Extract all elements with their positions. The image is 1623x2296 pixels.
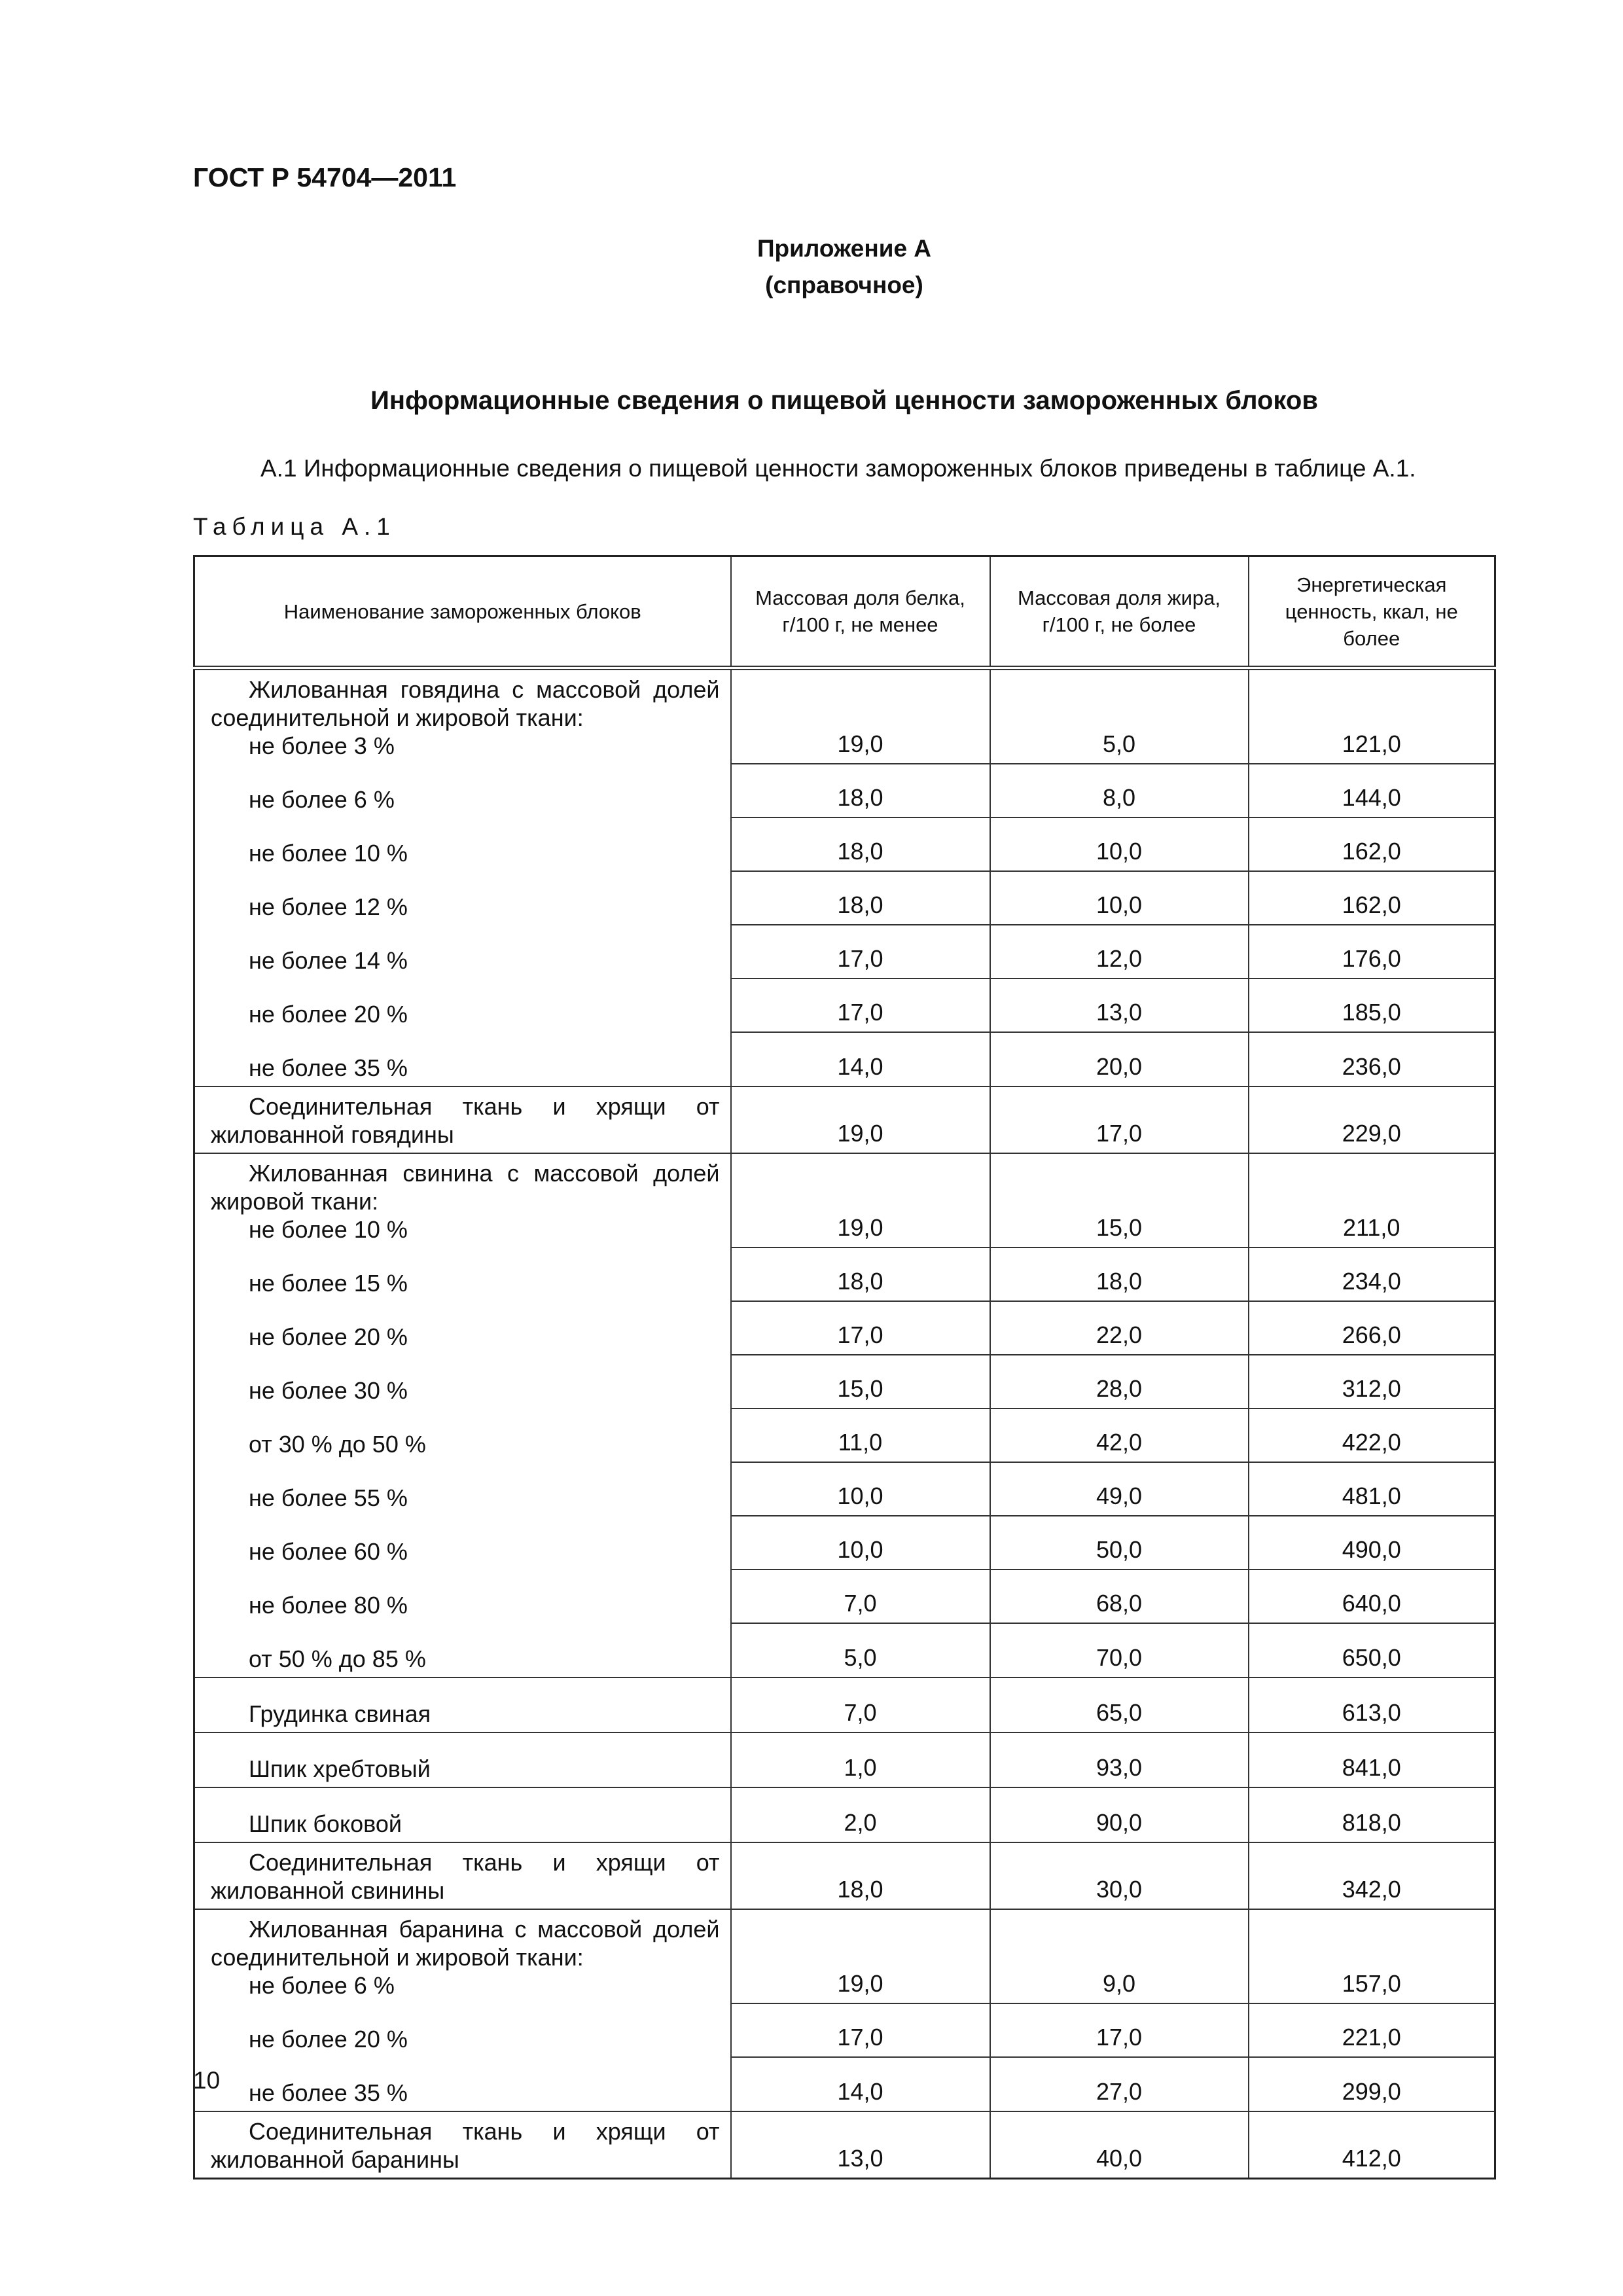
cell-protein: 5,0 <box>731 1623 990 1677</box>
cell-name <box>194 1570 731 1623</box>
cell-energy: 481,0 <box>1249 1462 1495 1516</box>
row-label: не более 6 % <box>249 1972 395 1999</box>
cell-name <box>194 1301 731 1355</box>
cell-protein: 17,0 <box>731 1301 990 1355</box>
header-fat: Массовая доля жира, г/100 г, не более <box>990 556 1249 668</box>
row-label: Грудинка свиная <box>249 1700 431 1727</box>
table-row <box>194 1032 1495 1086</box>
row-label: не более 35 % <box>249 1054 408 1081</box>
page-number: 10 <box>193 2067 221 2094</box>
cell-name <box>194 871 731 925</box>
cell-fat: 10,0 <box>990 817 1249 871</box>
cell-fat: 10,0 <box>990 871 1249 925</box>
cell-energy: 613,0 <box>1249 1677 1495 1732</box>
row-label: не более 35 % <box>249 2079 408 2106</box>
table-row <box>194 1570 1495 1623</box>
cell-fat: 9,0 <box>990 1909 1249 2003</box>
cell-name <box>194 817 731 871</box>
row-label: не более 55 % <box>249 1484 408 1511</box>
table-row <box>194 1842 1495 1909</box>
row-label: Соединительная ткань и хрящи от жилованной свинины <box>211 1849 720 1904</box>
cell-protein: 18,0 <box>731 817 990 871</box>
cell-energy: 157,0 <box>1249 1909 1495 2003</box>
group-label: Жилованная свинина с массовой долей жировой ткани: <box>211 1160 720 1215</box>
cell-energy: 162,0 <box>1249 817 1495 871</box>
cell-energy: 818,0 <box>1249 1787 1495 1842</box>
cell-energy: 221,0 <box>1249 2003 1495 2057</box>
cell-protein: 19,0 <box>731 1909 990 2003</box>
table-row <box>194 1787 1495 1842</box>
cell-protein: 18,0 <box>731 1247 990 1301</box>
cell-name <box>194 1732 731 1787</box>
table-row <box>194 1623 1495 1677</box>
cell-name <box>194 2057 731 2111</box>
cell-energy: 236,0 <box>1249 1032 1495 1086</box>
cell-protein: 19,0 <box>731 1153 990 1247</box>
cell-energy: 299,0 <box>1249 2057 1495 2111</box>
section-title: Информационные сведения о пищевой ценности замороженных блоков <box>370 386 1318 415</box>
row-label: от 30 % до 50 % <box>249 1431 426 1458</box>
cell-name <box>194 1623 731 1677</box>
header-name: Наименование замороженных блоков <box>194 556 731 668</box>
header-protein: Массовая доля белка, г/100 г, не менее <box>731 556 990 668</box>
cell-fat: 40,0 <box>990 2111 1249 2179</box>
cell-fat: 49,0 <box>990 1462 1249 1516</box>
cell-name <box>194 1355 731 1408</box>
table-row <box>194 2057 1495 2111</box>
table-row <box>194 2003 1495 2057</box>
row-label: не более 80 % <box>249 1592 408 1619</box>
table-row <box>194 764 1495 817</box>
row-label: Шпик хребтовый <box>249 1755 431 1782</box>
cell-protein: 14,0 <box>731 1032 990 1086</box>
row-label: не более 10 % <box>249 1216 408 1243</box>
cell-energy: 229,0 <box>1249 1086 1495 1153</box>
cell-protein: 17,0 <box>731 2003 990 2057</box>
cell-energy: 312,0 <box>1249 1355 1495 1408</box>
cell-protein: 13,0 <box>731 2111 990 2179</box>
cell-fat: 50,0 <box>990 1516 1249 1570</box>
cell-protein: 19,0 <box>731 668 990 764</box>
row-label: не более 20 % <box>249 1323 408 1350</box>
table-row <box>194 925 1495 978</box>
cell-name <box>194 668 731 764</box>
cell-fat: 68,0 <box>990 1570 1249 1623</box>
row-label: Соединительная ткань и хрящи от жилованной говядины <box>211 1093 720 1148</box>
document-code: ГОСТ Р 54704—2011 <box>193 162 457 192</box>
row-label: не более 6 % <box>249 786 395 813</box>
cell-protein: 18,0 <box>731 871 990 925</box>
cell-protein: 10,0 <box>731 1516 990 1570</box>
cell-name <box>194 1462 731 1516</box>
cell-fat: 27,0 <box>990 2057 1249 2111</box>
cell-energy: 342,0 <box>1249 1842 1495 1909</box>
table-row <box>194 1909 1495 2003</box>
row-label: Соединительная ткань и хрящи от жилованной баранины <box>211 2118 720 2173</box>
cell-name <box>194 2003 731 2057</box>
cell-energy: 162,0 <box>1249 871 1495 925</box>
cell-protein: 18,0 <box>731 1842 990 1909</box>
cell-name <box>194 2111 731 2179</box>
cell-fat: 12,0 <box>990 925 1249 978</box>
cell-protein: 17,0 <box>731 925 990 978</box>
cell-name <box>194 1842 731 1909</box>
table-row <box>194 2111 1495 2179</box>
cell-fat: 17,0 <box>990 1086 1249 1153</box>
cell-energy: 211,0 <box>1249 1153 1495 1247</box>
table-row <box>194 1516 1495 1570</box>
cell-name <box>194 764 731 817</box>
cell-fat: 17,0 <box>990 2003 1249 2057</box>
row-label: Шпик боковой <box>249 1810 402 1837</box>
cell-energy: 412,0 <box>1249 2111 1495 2179</box>
table-row <box>194 1677 1495 1732</box>
cell-fat: 93,0 <box>990 1732 1249 1787</box>
row-label: не более 3 % <box>249 732 395 759</box>
row-label: не более 14 % <box>249 947 408 974</box>
cell-name <box>194 1787 731 1842</box>
cell-energy: 841,0 <box>1249 1732 1495 1787</box>
cell-name <box>194 925 731 978</box>
intro-paragraph: А.1 Информационные сведения о пищевой ценности замороженных блоков приведены в таблице А.1. <box>260 455 1416 482</box>
table-row <box>194 1247 1495 1301</box>
cell-protein: 10,0 <box>731 1462 990 1516</box>
cell-fat: 65,0 <box>990 1677 1249 1732</box>
annex-label: Приложение А <box>757 235 932 262</box>
cell-fat: 70,0 <box>990 1623 1249 1677</box>
table-row <box>194 978 1495 1032</box>
cell-protein: 17,0 <box>731 978 990 1032</box>
cell-fat: 13,0 <box>990 978 1249 1032</box>
row-label: не более 12 % <box>249 893 408 920</box>
cell-fat: 18,0 <box>990 1247 1249 1301</box>
row-label: от 50 % до 85 % <box>249 1645 426 1672</box>
cell-energy: 121,0 <box>1249 668 1495 764</box>
cell-protein: 18,0 <box>731 764 990 817</box>
cell-protein: 15,0 <box>731 1355 990 1408</box>
group-label: Жилованная баранина с массовой долей соединительной и жировой ткани: <box>211 1916 720 1971</box>
group-label: Жилованная говядина с массовой долей соединительной и жировой ткани: <box>211 676 720 731</box>
table-row <box>194 1408 1495 1462</box>
cell-energy: 144,0 <box>1249 764 1495 817</box>
annex-heading <box>720 230 969 304</box>
cell-fat: 30,0 <box>990 1842 1249 1909</box>
cell-fat: 42,0 <box>990 1408 1249 1462</box>
cell-energy: 490,0 <box>1249 1516 1495 1570</box>
row-label: не более 20 % <box>249 1001 408 1028</box>
table-caption: Таблица А.1 <box>193 513 396 540</box>
cell-name <box>194 1247 731 1301</box>
table-row <box>194 1355 1495 1408</box>
row-label: не более 15 % <box>249 1270 408 1297</box>
row-label: не более 60 % <box>249 1538 408 1565</box>
row-label: не более 20 % <box>249 2026 408 2053</box>
cell-name <box>194 1408 731 1462</box>
cell-energy: 640,0 <box>1249 1570 1495 1623</box>
annex-type: (справочное) <box>765 272 923 298</box>
row-label: не более 10 % <box>249 840 408 867</box>
table-row <box>194 1301 1495 1355</box>
cell-energy: 176,0 <box>1249 925 1495 978</box>
cell-fat: 15,0 <box>990 1153 1249 1247</box>
row-label: не более 30 % <box>249 1377 408 1404</box>
table-body <box>194 668 1495 2179</box>
cell-protein: 7,0 <box>731 1677 990 1732</box>
cell-protein: 11,0 <box>731 1408 990 1462</box>
cell-name <box>194 1909 731 2003</box>
cell-protein: 14,0 <box>731 2057 990 2111</box>
cell-fat: 22,0 <box>990 1301 1249 1355</box>
cell-energy: 266,0 <box>1249 1301 1495 1355</box>
table-row <box>194 668 1495 764</box>
cell-energy: 185,0 <box>1249 978 1495 1032</box>
cell-fat: 5,0 <box>990 668 1249 764</box>
cell-name <box>194 978 731 1032</box>
table-header-row <box>194 556 1495 668</box>
table-row <box>194 817 1495 871</box>
cell-fat: 28,0 <box>990 1355 1249 1408</box>
nutrition-table <box>193 555 1496 2179</box>
cell-protein: 7,0 <box>731 1570 990 1623</box>
table-row <box>194 1462 1495 1516</box>
cell-energy: 422,0 <box>1249 1408 1495 1462</box>
table-row <box>194 1086 1495 1153</box>
table-row <box>194 871 1495 925</box>
cell-protein: 1,0 <box>731 1732 990 1787</box>
cell-protein: 19,0 <box>731 1086 990 1153</box>
cell-protein: 2,0 <box>731 1787 990 1842</box>
header-energy: Энергетическая ценность, ккал, не более <box>1249 556 1495 668</box>
cell-name <box>194 1677 731 1732</box>
cell-energy: 234,0 <box>1249 1247 1495 1301</box>
table-row <box>194 1153 1495 1247</box>
cell-fat: 8,0 <box>990 764 1249 817</box>
cell-name <box>194 1086 731 1153</box>
cell-name <box>194 1032 731 1086</box>
table-row <box>194 1732 1495 1787</box>
cell-fat: 20,0 <box>990 1032 1249 1086</box>
cell-energy: 650,0 <box>1249 1623 1495 1677</box>
cell-name <box>194 1516 731 1570</box>
cell-name <box>194 1153 731 1247</box>
cell-fat: 90,0 <box>990 1787 1249 1842</box>
